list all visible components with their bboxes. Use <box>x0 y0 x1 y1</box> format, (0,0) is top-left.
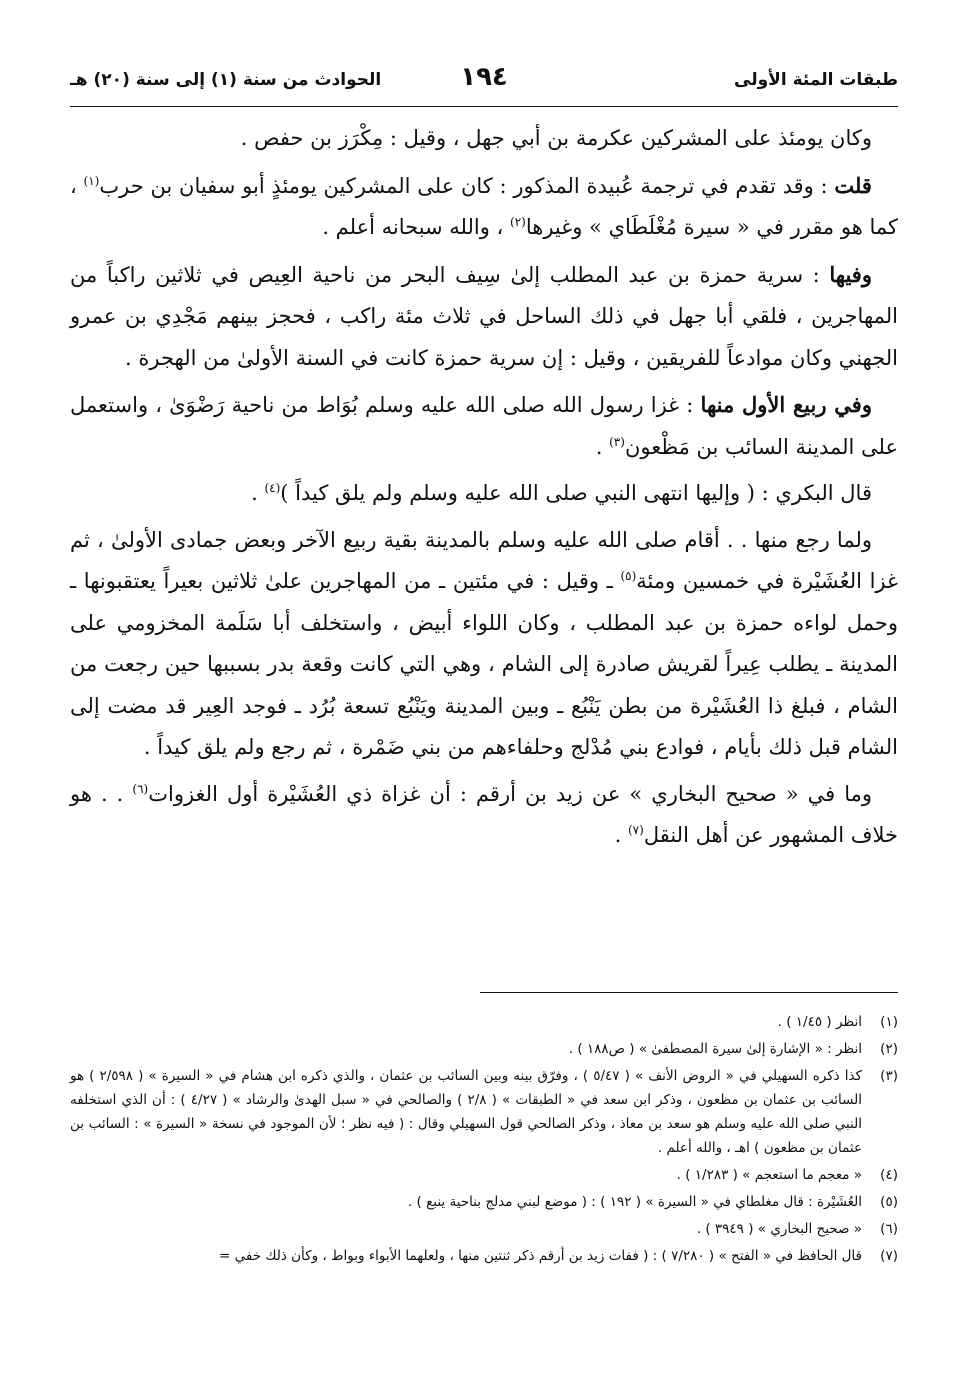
footnote-text: انظر : « الإشارة إلىٰ سيرة المصطفىٰ » ( ص١٨٨ ) . <box>568 1041 862 1057</box>
footnote <box>70 1244 898 1268</box>
paragraph-lead: وفي ربيع الأول منها <box>700 392 872 417</box>
footnote-text: قال الحافظ في « الفتح » ( ٧/٢٨٠ ) : ( ففات زيد بن أرقم ذكر ثنتين منها ، ولعلهما الأبواء وبواط ، وكأن ذلك خفي = <box>219 1248 862 1264</box>
paragraph <box>70 774 898 857</box>
paragraph-text: ، كما هو مقرر في « سيرة مُغْلَطَاي » وغيرها <box>70 173 898 239</box>
footnote-number: (٢) <box>880 1041 898 1057</box>
footnote-text: « صحيح البخاري » ( ٣٩٤٩ ) . <box>696 1221 862 1237</box>
footnote-number: (٧) <box>880 1248 898 1264</box>
paragraph <box>70 520 898 769</box>
paragraph-text: ، والله سبحانه أعلم . <box>322 215 504 239</box>
footnote-number: (٥) <box>880 1194 898 1210</box>
paragraph-lead: قلت <box>834 172 872 198</box>
section-title: الحوادث من سنة (١) إلى سنة (٢٠) هـ <box>70 70 382 90</box>
paragraph-text: قال البكري : ( وإليها انتهى النبي صلى الله عليه وسلم ولم يلق كيداً ) <box>280 481 872 505</box>
footnote-ref: (٢) <box>510 215 526 229</box>
footnote-rule <box>480 992 898 993</box>
paragraph-text: ـ وقيل : في مئتين ـ من المهاجرين علىٰ ثلاثين بعيراً يعتقبونها ـ وحمل لواءه حمزة بن عبد المطلب ، وكان اللواء أبيض ، واستخلف أبا سَلَمة المخزومي على المدينة ـ يطلب عِيراً لقريش صادرة إلى الشام ، وهي التي كانت وقعة بدر بسببها حين رجعت من الشام ، فبلغ ذا العُشَيْرة من بطن يَنْبُع ـ وبين المدينة ويَنْبُع تسعة بُرُد ـ فوجد العِير قد مضت إلى الشام قبل ذلك بأيام ، فوادع بني مُدْلج وحلفاءهم من بني ضَمْرة ، ثم رجع ولم يلق كيداً . <box>70 569 898 759</box>
header-rule <box>70 106 898 107</box>
footnote <box>70 1010 898 1034</box>
footnote-number: (٦) <box>880 1221 898 1237</box>
footnote <box>70 1190 898 1214</box>
footnote-text: انظر ( ١/٤٥ ) . <box>777 1014 862 1030</box>
paragraph <box>70 118 898 160</box>
running-head <box>70 62 898 104</box>
paragraph-text: وكان يومئذ على المشركين عكرمة بن أبي جهل ، وقيل : مِكْرَز بن حفص . <box>240 126 872 150</box>
footnote-ref: (٤) <box>264 481 281 495</box>
paragraph-text: . <box>251 481 258 505</box>
paragraph <box>70 254 898 380</box>
page-number: ١٩٤ <box>460 62 508 92</box>
footnote <box>70 1217 898 1241</box>
footnote-text: العُشَيْرة : قال مغلطاي في « السيرة » ( ١٩٢ ) : ( موضع لبني مدلج بناحية ينبع ) . <box>407 1194 862 1210</box>
paragraph <box>70 473 898 515</box>
paragraph-text: : وقد تقدم في ترجمة عُبيدة المذكور : كان على المشركين يومئذٍ أبو سفيان بن حرب <box>99 173 828 198</box>
paragraph-text: ولما رجع منها . . أقام صلى الله عليه وسلم بالمدينة بقية ربيع الآخر وبعض جمادى الأولىٰ ، ثم غزا العُشَيْرة في خمسين ومئة <box>70 527 898 593</box>
footnote-ref: (١) <box>83 173 100 188</box>
footnote-number: (٤) <box>880 1167 898 1183</box>
main-text <box>70 118 898 862</box>
paragraph-lead: وفيها <box>829 261 872 287</box>
paragraph-text: . <box>595 434 603 459</box>
footnote-number: (١) <box>880 1014 898 1030</box>
book-title: طبقات المئة الأولى <box>734 70 898 90</box>
paragraph-text: : سرية حمزة بن عبد المطلب إلىٰ سِيف البحر من ناحية العِيص في ثلاثين راكباً من المهاجرين ، فلقي أبا جهل في ذلك الساحل في ثلاث مئة راكب ، فحجز بينهم مَجْدِي بن عمرو الجهني وكان موادعاً للفريقين ، وقيل : إن سرية حمزة كانت في السنة الأولىٰ من الهجرة . <box>70 262 898 370</box>
paragraph <box>70 384 898 468</box>
footnote-ref: (٣) <box>609 434 625 449</box>
paragraph <box>70 165 898 249</box>
paragraph-text: وما في « صحيح البخاري » عن زيد بن أرقم : أن غزاة ذي العُشَيْرة أول الغزوات <box>148 781 872 806</box>
footnote-text: « معجم ما استعجم » ( ١/٢٨٣ ) . <box>676 1167 862 1183</box>
footnote <box>70 1064 898 1160</box>
footnote-ref: (٦) <box>132 781 149 796</box>
paragraph-text: . <box>614 823 622 847</box>
footnote-ref: (٥) <box>620 569 637 583</box>
footnote <box>70 1163 898 1187</box>
footnote-number: (٣) <box>880 1068 898 1084</box>
paragraph-text: : غزا رسول الله صلى الله عليه وسلم بُوَاط من ناحية رَضْوَىٰ ، واستعمل على المدينة السائب بن مَظْعون <box>70 393 898 459</box>
paragraph-text: . . هو خلاف المشهور عن أهل النقل <box>70 781 898 847</box>
footnotes <box>70 1010 898 1271</box>
footnote <box>70 1037 898 1061</box>
footnote-ref: (٧) <box>627 823 644 837</box>
footnote-text: كذا ذكره السهيلي في « الروض الأنف » ( ٥/٤٧ ) ، وفرّق بينه وبين السائب بن عثمان ، والذي ذكره ابن هشام في « السيرة » ( ٢/٥٩٨ ) هو السائب بن عثمان بن مظعون ، وذكر ابن سعد في « الطبقات » ( ٢/٨ ) والصالحي في « سبل الهدىٰ والرشاد » ( ٤/٢٧ ) : أن الذي استخلفه النبي صلى الله عليه وسلم هو سعد بن معاذ ، وذكر الصالحي قول السهيلي وقال : ( فيه نظر ؛ لأن الموجود في نسخة « السيرة » : السائب بن عثمان بن مظعون ) اهـ ، والله أعلم . <box>70 1068 862 1156</box>
